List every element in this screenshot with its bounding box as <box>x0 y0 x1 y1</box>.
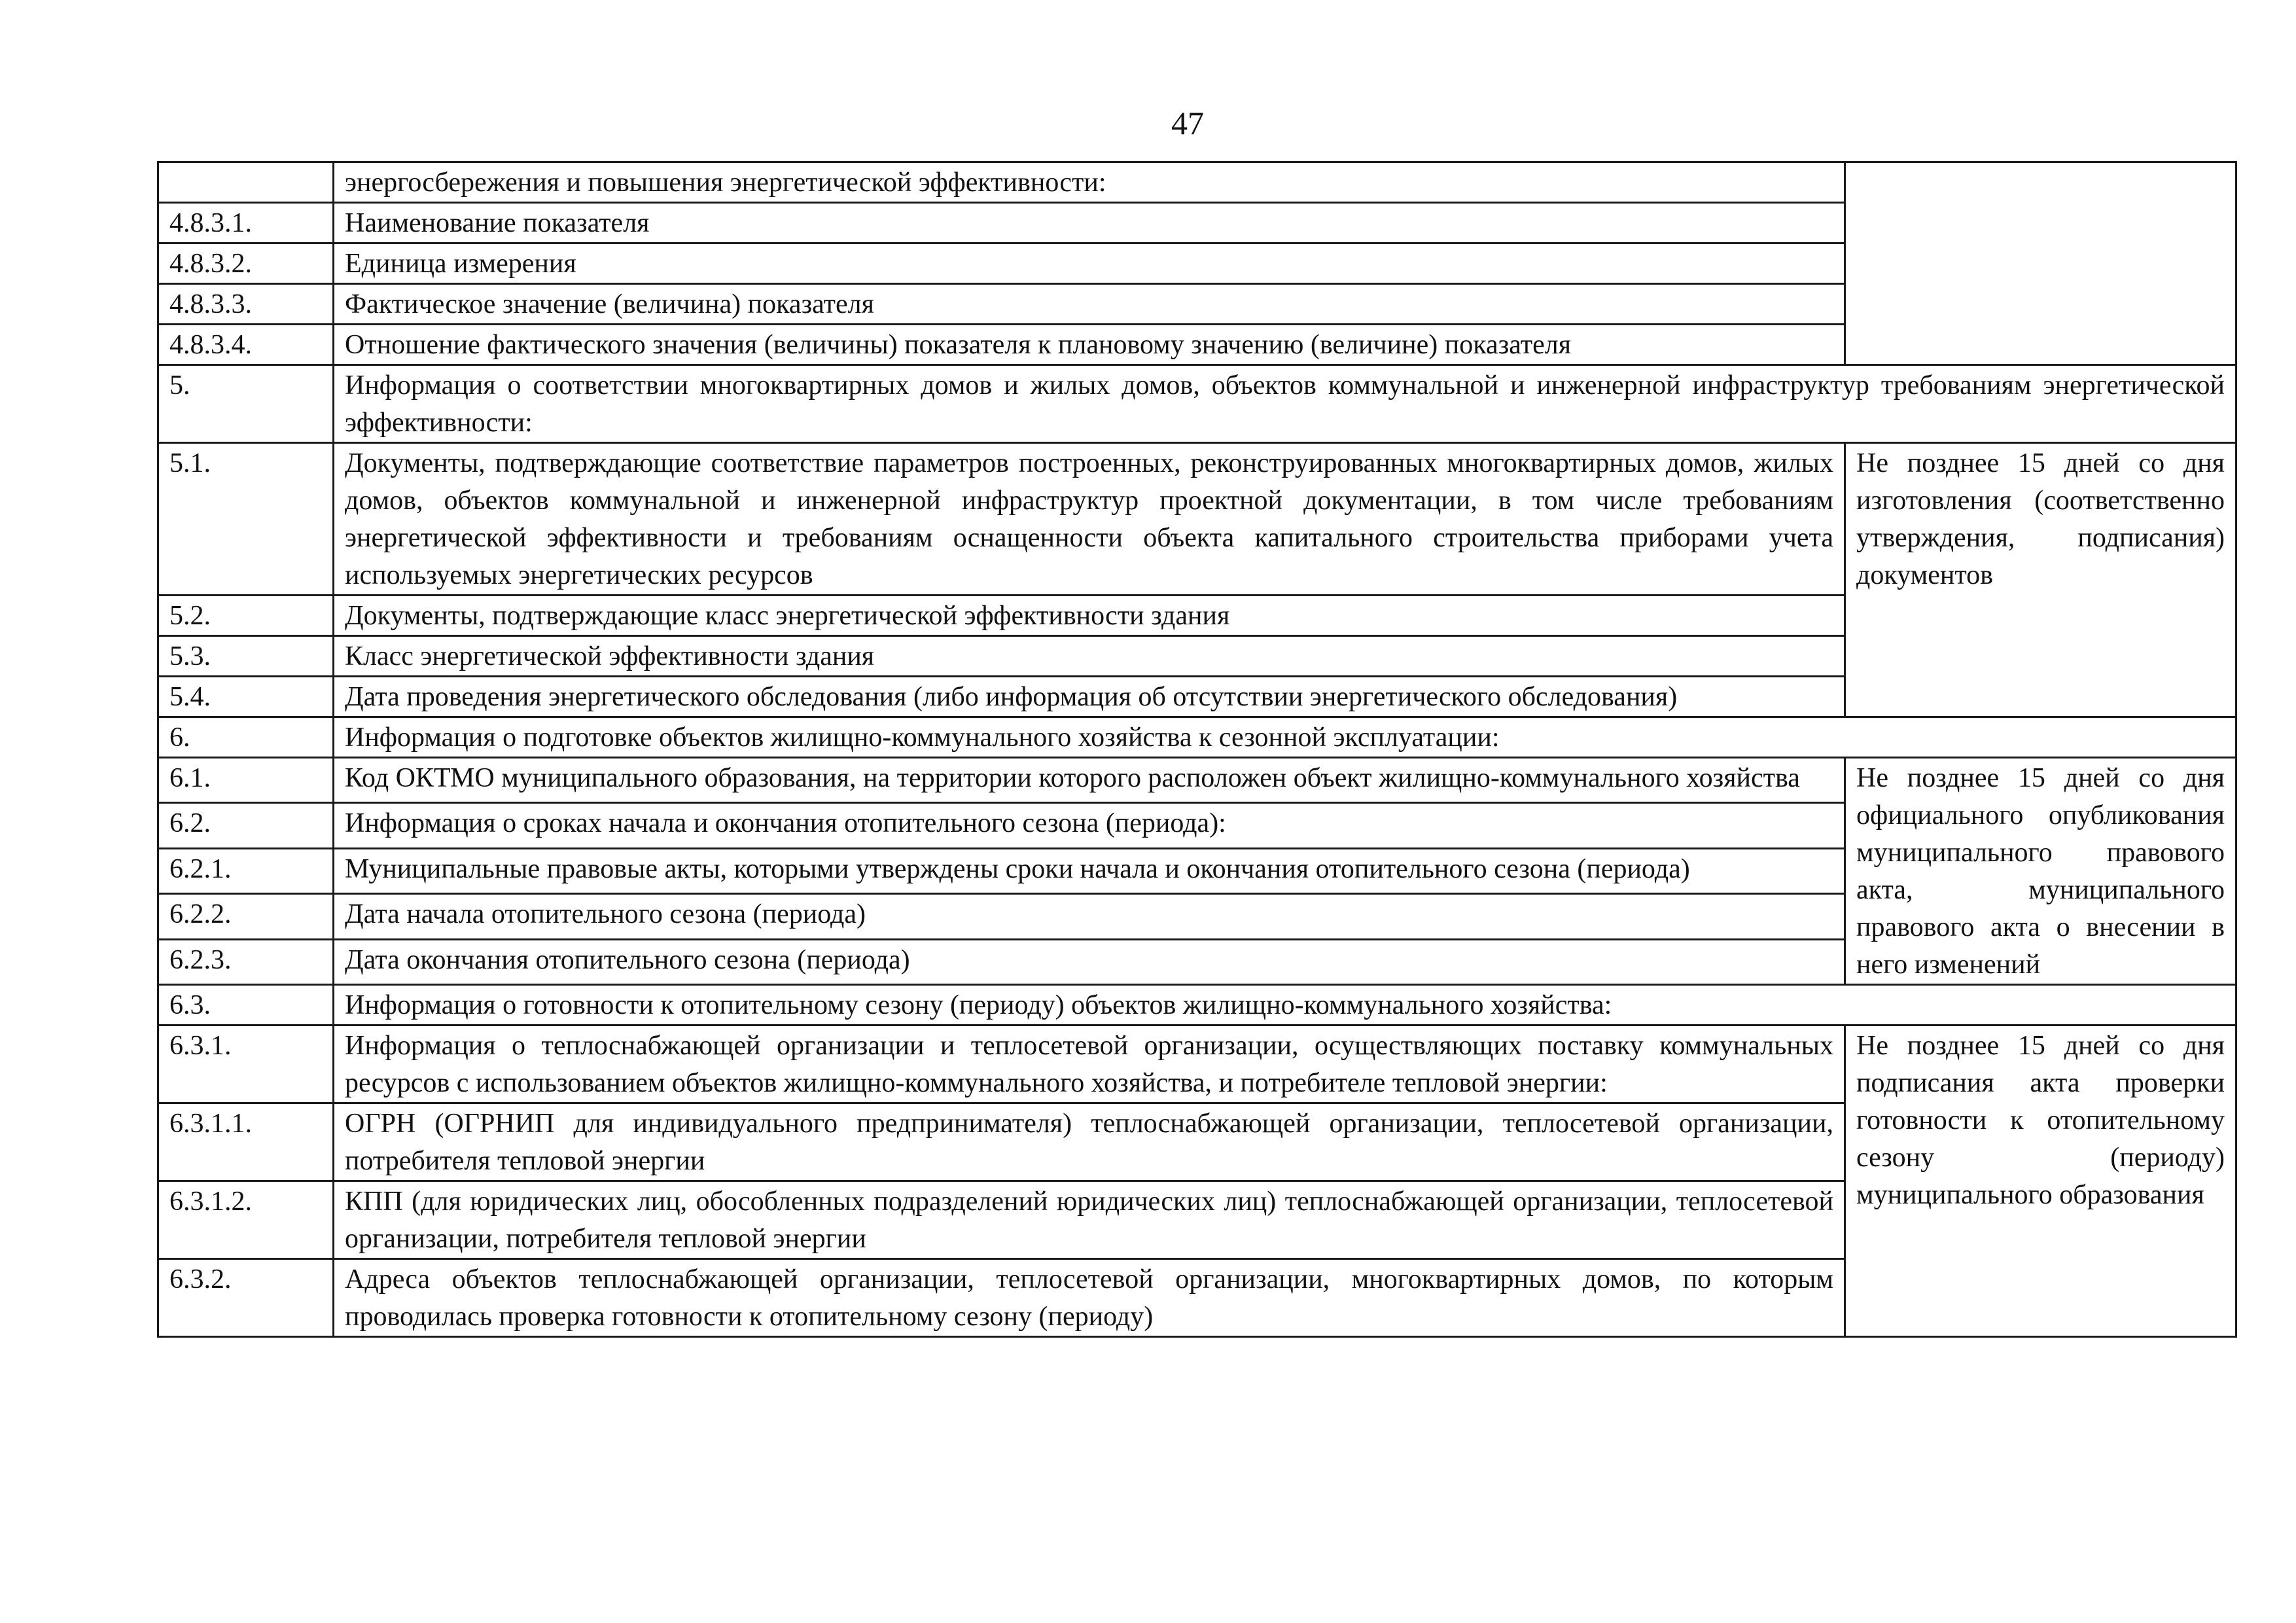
row-number: 6.3.1.2. <box>158 1181 334 1259</box>
row-text: Фактическое значение (величина) показателя <box>334 284 1845 325</box>
row-number: 4.8.3.1. <box>158 203 334 243</box>
row-text: Дата окончания отопительного сезона (периода) <box>334 939 1845 984</box>
row-number: 6.1. <box>158 758 334 803</box>
table-row <box>158 443 2236 596</box>
row-text: Дата начала отопительного сезона (периода) <box>334 894 1845 939</box>
row-text: энергосбережения и повышения энергетической эффективности: <box>334 162 1845 203</box>
table-row <box>158 1026 2236 1103</box>
page-number: 47 <box>1171 105 1204 141</box>
row-number: 5.4. <box>158 677 334 717</box>
row-text: Информация о теплоснабжающей организации и теплосетевой организации, осуществляющих поставку коммунальных ресурсов с использованием объектов жилищно-коммунального хозяйства, и потребителе тепловой энергии: <box>334 1026 1845 1103</box>
deadline-section-6-1: Не позднее 15 дней со дня официального опубликования муниципального правового акта, муниципального правового акта о внесении в него изменений <box>1845 758 2236 985</box>
row-number: 5. <box>158 365 334 443</box>
document-table <box>157 161 2237 1338</box>
row-number: 6.2.3. <box>158 939 334 984</box>
section-header-text: Информация о соответствии многоквартирных домов и жилых домов, объектов коммунальной и инженерной инфраструктур требованиям энергетической эффективности: <box>334 365 2236 443</box>
row-number: 6. <box>158 717 334 758</box>
row-number: 6.2.2. <box>158 894 334 939</box>
table-row <box>158 758 2236 803</box>
row-number: 6.3. <box>158 985 334 1026</box>
row-text: КПП (для юридических лиц, обособленных подразделений юридических лиц) теплоснабжающей организации, теплосетевой организации, потребителя тепловой энергии <box>334 1181 1845 1259</box>
row-number: 6.3.2. <box>158 1259 334 1337</box>
row-text: ОГРН (ОГРНИП для индивидуального предпринимателя) теплоснабжающей организации, теплосетевой организации, потребителя тепловой энергии <box>334 1103 1845 1181</box>
row-text: Документы, подтверждающие класс энергетической эффективности здания <box>334 596 1845 636</box>
row-text: Отношение фактического значения (величины) показателя к плановому значению (величине) показателя <box>334 325 1845 365</box>
row-text: Адреса объектов теплоснабжающей организации, теплосетевой организации, многоквартирных домов, по которым проводилась проверка готовности к отопительному сезону (периоду) <box>334 1259 1845 1337</box>
section-header-row <box>158 985 2236 1026</box>
row-number: 5.2. <box>158 596 334 636</box>
row-text: Код ОКТМО муниципального образования, на территории которого расположен объект жилищно-коммунального хозяйства <box>334 758 1845 803</box>
row-number: 6.2. <box>158 803 334 848</box>
section-header-row <box>158 717 2236 758</box>
row-number: 5.3. <box>158 636 334 677</box>
row-number: 4.8.3.4. <box>158 325 334 365</box>
table-row <box>158 162 2236 203</box>
row-number: 6.3.1.1. <box>158 1103 334 1181</box>
row-number: 4.8.3.2. <box>158 243 334 284</box>
row-number: 4.8.3.3. <box>158 284 334 325</box>
row-text: Наименование показателя <box>334 203 1845 243</box>
row-text: Документы, подтверждающие соответствие параметров построенных, реконструированных многоквартирных домов, жилых домов, объектов коммунальной и инженерной инфраструктур проектной документации, в том числе требованиям энергетической эффективности и требованиям оснащенности объекта капитального строительства приборами учета используемых энергетических ресурсов <box>334 443 1845 596</box>
row-text: Дата проведения энергетического обследования (либо информация об отсутствии энергетического обследования) <box>334 677 1845 717</box>
row-text: Информация о сроках начала и окончания отопительного сезона (периода): <box>334 803 1845 848</box>
section-header-text: Информация о готовности к отопительному сезону (периоду) объектов жилищно-коммунального хозяйства: <box>334 985 2236 1026</box>
deadline-cell-empty <box>1845 162 2236 365</box>
row-number: 6.3.1. <box>158 1026 334 1103</box>
row-number <box>158 162 334 203</box>
row-text: Класс энергетической эффективности здания <box>334 636 1845 677</box>
row-text: Муниципальные правовые акты, которыми утверждены сроки начала и окончания отопительного сезона (периода) <box>334 848 1845 893</box>
row-number: 6.2.1. <box>158 848 334 893</box>
row-number: 5.1. <box>158 443 334 596</box>
section-header-row <box>158 365 2236 443</box>
row-text: Единица измерения <box>334 243 1845 284</box>
deadline-section-6-3: Не позднее 15 дней со дня подписания акта проверки готовности к отопительному сезону (периоду) муниципального образования <box>1845 1026 2236 1337</box>
deadline-section-5: Не позднее 15 дней со дня изготовления (соответственно утверждения, подписания) документов <box>1845 443 2236 717</box>
section-header-text: Информация о подготовке объектов жилищно-коммунального хозяйства к сезонной эксплуатации: <box>334 717 2236 758</box>
